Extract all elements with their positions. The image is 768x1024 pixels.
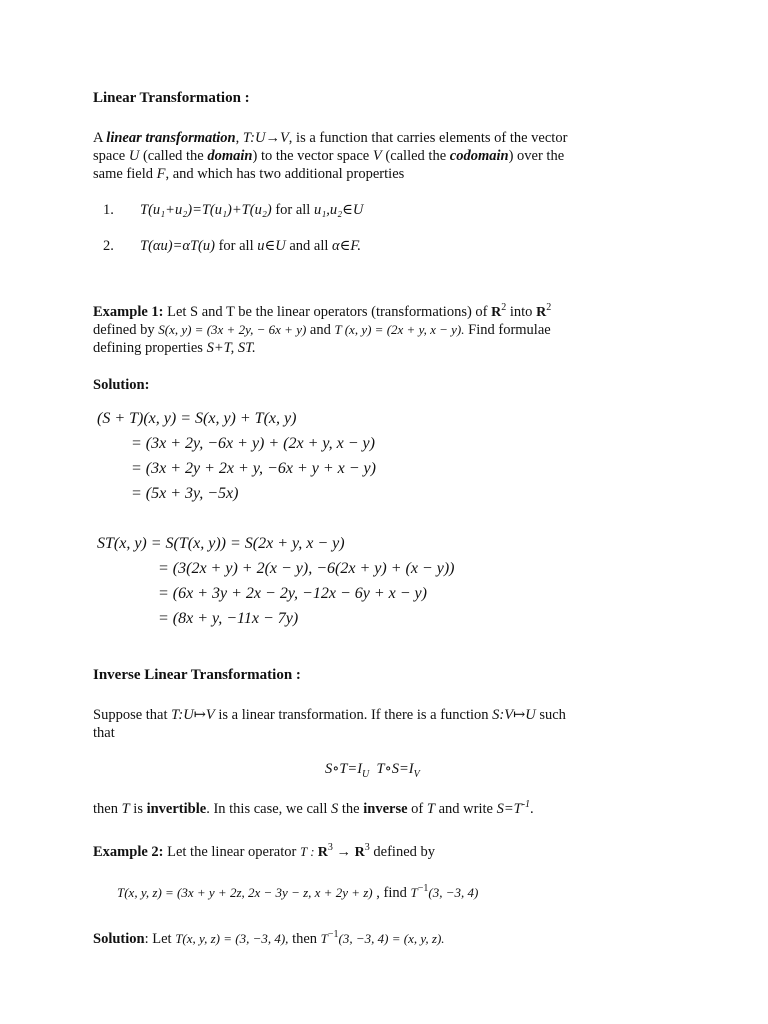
math-condition: α∈F. [332, 238, 361, 254]
exponent: −1 [417, 883, 429, 894]
text: , is a function that carries elements of the vector [288, 130, 568, 146]
text: : Let [144, 930, 176, 947]
math-S: S [331, 800, 339, 817]
example-label: Example 2: [93, 843, 164, 860]
example2-line-1 [93, 838, 435, 862]
math-argument: (3, −3, 4) [428, 884, 479, 900]
math-T-definition: T (x, y) = (2x + y, x − y). [334, 322, 465, 337]
text: Let the linear operator [163, 843, 300, 860]
text: for all [271, 202, 314, 218]
text: , and which has two additional properties [165, 166, 405, 182]
term-inverse: inverse [363, 800, 408, 817]
sum-line-4: = (5x + 3y, −5x) [131, 485, 239, 502]
text: A [93, 130, 107, 146]
prod-line-3: = (6x + 3y + 2x − 2y, −12x − 6y + x − y) [158, 585, 427, 602]
math-eq: S=T [496, 800, 522, 817]
sum-line-3: = (3x + 2y + 2x + y, −6x + y + x − y) [131, 460, 376, 477]
math-condition: u∈U [257, 238, 286, 254]
math-R: R [536, 304, 547, 320]
sum-line-1: (S + T)(x, y) = S(x, y) + T(x, y) [97, 410, 297, 427]
text: (called the [139, 148, 208, 164]
intro-line-3 [93, 165, 404, 184]
text: . [530, 800, 534, 817]
intro-line-2 [93, 147, 564, 166]
math-S-definition: S(x, y) = (3x + 2y, − 6x + y) [158, 322, 307, 337]
example1-line-3 [93, 339, 256, 358]
math-arrow: → [332, 843, 355, 860]
text: then [288, 930, 321, 947]
math-map: S:V↦U [492, 707, 536, 723]
math-properties: S+T, ST. [206, 340, 256, 356]
math-F: F [156, 166, 166, 182]
text: same field [93, 166, 157, 182]
solution-label: Solution: [93, 377, 150, 393]
prod-line-4: = (8x + y, −11x − 7y) [158, 610, 299, 627]
math-T: T [426, 800, 435, 817]
solution-label: Solution [93, 930, 145, 947]
text: and [306, 322, 335, 338]
math-U: U [128, 148, 140, 164]
text: and all [285, 238, 333, 254]
example1-line-2 [93, 320, 551, 340]
section-heading-linear-transformation: Linear Transformation : [93, 90, 250, 106]
prod-line-1: ST(x, y) = S(T(x, y)) = S(2x + y, x − y) [97, 535, 345, 552]
section-heading-inverse: Inverse Linear Transformation : [93, 667, 301, 683]
text: ) over the [508, 148, 565, 164]
exponent: -1 [521, 799, 531, 810]
text: into [506, 303, 537, 320]
text: Find formulae [464, 322, 551, 338]
text: then [93, 800, 122, 817]
exponent: 3 [327, 842, 333, 853]
exponent: −1 [327, 929, 339, 940]
example2-solution-line [93, 925, 445, 949]
example1-line-1 [93, 298, 551, 322]
text: , find [372, 884, 411, 901]
math-operator: T : [299, 843, 318, 859]
math-additivity: T(u₁+u₂)=T(u₁)+T(u₂) [140, 202, 272, 218]
math-map: T:U↦V [171, 707, 215, 723]
list-number: 1. [103, 202, 114, 218]
math-map: T:U→V [242, 130, 289, 146]
text: of [407, 800, 427, 817]
exponent: 2 [546, 302, 552, 313]
exponent: 2 [501, 302, 507, 313]
inverse-equation [325, 760, 420, 784]
term-invertible: invertible [146, 800, 207, 817]
text: and write [434, 800, 497, 817]
text: defined by [93, 322, 159, 338]
example-label: Example 1: [93, 303, 164, 320]
text: (called the [381, 148, 450, 164]
inverse-line-3 [93, 795, 534, 819]
term-domain: domain [207, 148, 253, 164]
text: for all [214, 238, 258, 254]
prod-line-2: = (3(2x + y) + 2(x − y), −6(2x + y) + (x − y)) [158, 560, 455, 577]
math-T: T [410, 884, 418, 900]
property-item-1 [93, 201, 363, 220]
math-condition: u₁,u₂∈U [313, 202, 364, 218]
text: ) to the vector space [252, 148, 373, 164]
math-R: R [491, 304, 502, 320]
math-T: T [320, 930, 328, 946]
text: space [93, 148, 129, 164]
property-item-2 [93, 237, 361, 256]
math-R: R [317, 844, 328, 860]
text: . In this case, we call [206, 800, 332, 817]
text: defining properties [93, 340, 207, 356]
subscript: V [413, 768, 420, 780]
math-T: T [121, 800, 130, 817]
example2-line-2 [117, 879, 478, 903]
math-eq: S∘T=I [325, 761, 363, 777]
text: Let S and T be the linear operators (transformations) of [163, 303, 492, 320]
math-R: R [354, 844, 365, 860]
term-codomain: codomain [449, 148, 509, 164]
inverse-line-1 [93, 706, 566, 725]
text: Suppose that [93, 707, 172, 723]
text: is a linear transformation. If there is a function [214, 707, 493, 723]
math-T-definition: T(x, y, z) = (3x + y + 2z, 2x − 3y − z, x + 2y + z) [117, 884, 373, 900]
text: is [129, 800, 147, 817]
list-number: 2. [103, 238, 114, 254]
intro-line-1 [93, 129, 567, 148]
text: defined by [369, 843, 436, 860]
inverse-line-2: that [93, 725, 115, 741]
math-result: (3, −3, 4) = (x, y, z). [338, 930, 445, 946]
math-V: V [372, 148, 382, 164]
text: such [535, 707, 566, 723]
sum-line-2: = (3x + 2y, −6x + y) + (2x + y, x − y) [131, 435, 375, 452]
exponent: 3 [364, 842, 370, 853]
subscript: U [362, 768, 370, 780]
text: the [338, 800, 364, 817]
math-let: T(x, y, z) = (3, −3, 4), [175, 930, 289, 946]
text: , [235, 130, 243, 146]
math-homogeneity: T(αu)=αT(u) [140, 238, 215, 254]
term-linear-transformation: linear transformation [106, 130, 236, 146]
math-eq: T∘S=I [376, 761, 414, 777]
